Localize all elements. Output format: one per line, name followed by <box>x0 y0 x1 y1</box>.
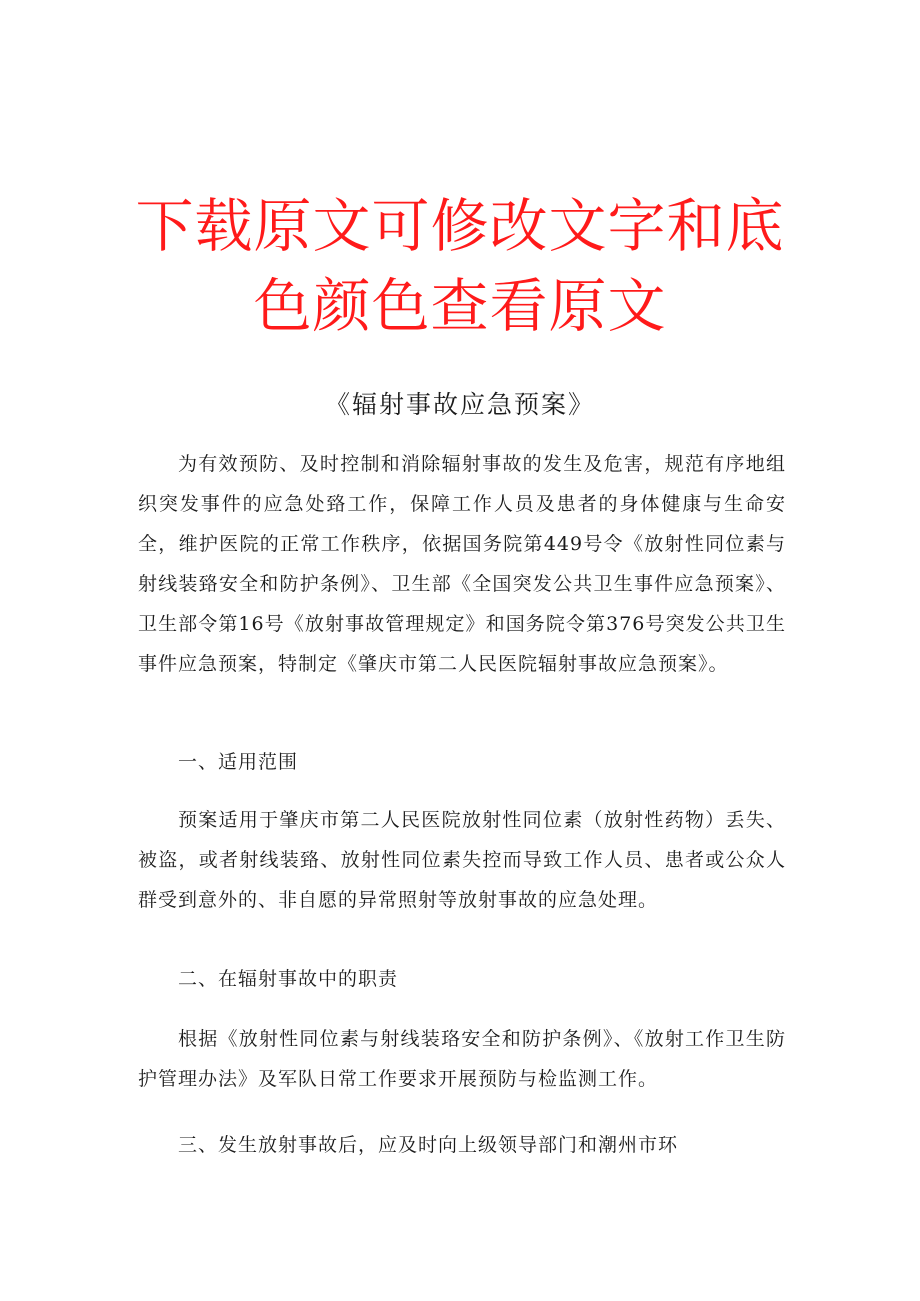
section-1-heading: 一、适用范围 <box>178 751 299 773</box>
section-1-body: 预案适用于肇庆市第二人民医院放射性同位素（放射性药物）丢失、被盗，或者射线装臵、放射性同位素失控而导致工作人员、患者或公众人群受到意外的、非自愿的异常照射等放射事故的应急处理。 <box>138 809 786 911</box>
section-2-heading: 二、在辐射事故中的职责 <box>178 968 399 990</box>
section-3-heading: 三、发生放射事故后，应及时向上级领导部门和潮州市环 <box>178 1134 679 1156</box>
document-title: 《辐射事故应急预案》 <box>324 390 595 419</box>
banner-line-2: 色颜色查看原文 <box>253 272 667 340</box>
download-banner <box>90 186 830 346</box>
banner-line-1: 下载原文可修改文字和底 <box>135 192 785 260</box>
intro-paragraph: 为有效预防、及时控制和消除辐射事故的发生及危害，规范有序地组织突发事件的应急处臵工作，保障工作人员及患者的身体健康与生命安全，维护医院的正常工作秩序，依据国务院第449号令《放射性同位素与射线装臵安全和防护条例》、卫生部《全国突发公共卫生事件应急预案》、卫生部令第16号《放射事故管理规定》和国务院令第376号突发公共卫生事件应急预案，特制定《肇庆市第二人民医院辐射事故应急预案》。 <box>138 453 786 675</box>
section-2-body: 根据《放射性同位素与射线装珞安全和防护条例》、《放射工作卫生防护管理办法》及军队日常工作要求开展预防与检监测工作。 <box>138 1028 786 1090</box>
